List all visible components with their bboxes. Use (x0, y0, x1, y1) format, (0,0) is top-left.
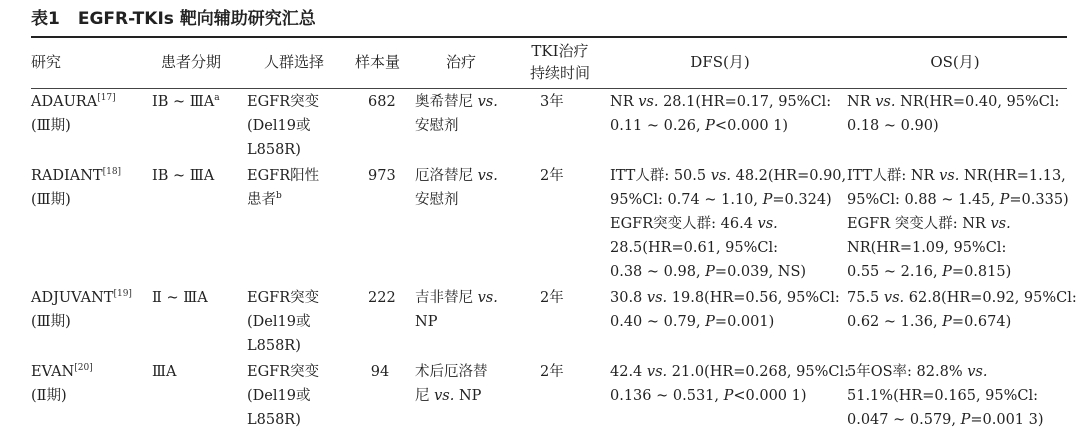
sample-size-cell: 682 (368, 94, 396, 110)
treatment-line: 奥希替尼 vs. (415, 94, 498, 110)
population-line: L858R) (247, 142, 301, 158)
os-line: 0.18 ~ 0.90) (847, 118, 939, 134)
sample-size-cell: 222 (368, 290, 396, 306)
dfs-line: 95%Cl: 0.74 ~ 1.10, P=0.324) (610, 192, 832, 208)
header-treatment: 治疗 (446, 53, 477, 71)
reference-superscript: [17] (97, 93, 116, 103)
study-phase: (Ⅲ期) (31, 314, 71, 330)
stage-text: ⅢA (152, 364, 177, 380)
treatment-line: 安慰剂 (415, 118, 459, 134)
population-line: (Del19或 (247, 388, 311, 404)
header-rule (31, 88, 1067, 89)
header-study: 研究 (31, 53, 62, 71)
treatment-cell (415, 286, 498, 334)
reference-superscript: [18] (102, 167, 122, 177)
header-tki-line2: 持续时间 (529, 64, 590, 82)
study-phase: (Ⅱ期) (31, 388, 67, 404)
study-cell (31, 164, 121, 212)
table-caption (31, 4, 316, 29)
treatment-line: 尼 vs. NP (415, 388, 482, 404)
header-dfs: DFS(月) (690, 53, 750, 71)
treatment-line: 吉非替尼 vs. (415, 290, 498, 306)
header-stage: 患者分期 (161, 53, 222, 71)
study-cell (31, 360, 93, 408)
stage-cell (152, 90, 220, 114)
os-cell (847, 360, 1044, 432)
population-cell (247, 90, 319, 162)
header-tki-line1: TKI治疗 (531, 42, 589, 60)
dfs-line: 0.40 ~ 0.79, P=0.001) (610, 314, 775, 330)
sample-size-cell: 973 (368, 168, 396, 184)
stage-text: ⅠB ~ ⅢA (152, 168, 215, 184)
dfs-line: NR vs. 28.1(HR=0.17, 95%Cl: (610, 94, 832, 110)
stage-cell (152, 164, 214, 188)
top-rule (31, 36, 1067, 38)
os-line: 95%Cl: 0.88 ~ 1.45, P=0.335) (847, 192, 1069, 208)
population-footnote: b (276, 191, 282, 201)
dfs-cell (610, 286, 840, 334)
reference-superscript: [19] (113, 289, 132, 299)
study-cell (31, 286, 132, 334)
treatment-line: 术后厄洛替 (415, 364, 488, 380)
dfs-line: 0.38 ~ 0.98, P=0.039, NS) (610, 264, 807, 280)
sample-size-cell: 94 (370, 364, 390, 380)
population-line: EGFR阳性 (247, 168, 320, 184)
os-line: 0.62 ~ 1.36, P=0.674) (847, 314, 1012, 330)
population-line: EGFR突变 (247, 364, 320, 380)
dfs-cell (610, 360, 849, 408)
os-cell (847, 164, 1069, 284)
os-line: 75.5 vs. 62.8(HR=0.92, 95%Cl: (847, 290, 1077, 306)
population-cell (247, 360, 319, 432)
os-line: NR(HR=1.09, 95%Cl: (847, 240, 1007, 256)
tki-duration-cell: 2年 (540, 290, 564, 306)
header-population: 人群选择 (264, 53, 325, 71)
stage-text: Ⅱ ~ ⅢA (152, 290, 208, 306)
tki-duration-cell: 2年 (540, 364, 564, 380)
dfs-line: 30.8 vs. 19.8(HR=0.56, 95%Cl: (610, 290, 840, 306)
treatment-cell (415, 360, 488, 408)
study-phase: (Ⅲ期) (31, 118, 71, 134)
study-phase: (Ⅲ期) (31, 192, 71, 208)
stage-text: ⅠB ~ ⅢA (152, 94, 215, 110)
stage-footnote: a (214, 93, 220, 103)
header-sample: 样本量 (355, 53, 401, 71)
header-tki (520, 40, 600, 84)
os-line: NR vs. NR(HR=0.40, 95%Cl: (847, 94, 1060, 110)
dfs-cell (610, 164, 846, 284)
os-line: 5年OS率: 82.8% vs. (847, 364, 988, 380)
os-line: 0.047 ~ 0.579, P=0.001 3) (847, 412, 1044, 428)
study-name: ADAURA (31, 94, 98, 110)
treatment-line: 厄洛替尼 vs. (415, 168, 498, 184)
treatment-cell (415, 164, 498, 212)
os-line: 0.55 ~ 2.16, P=0.815) (847, 264, 1012, 280)
caption-number: 表1 (31, 9, 60, 29)
dfs-cell (610, 90, 831, 138)
treatment-line: NP (415, 314, 438, 330)
os-cell (847, 90, 1059, 138)
os-line: EGFR 突变人群: NR vs. (847, 216, 1011, 232)
study-name: RADIANT (31, 168, 103, 184)
population-line: EGFR突变 (247, 290, 320, 306)
dfs-line: 28.5(HR=0.61, 95%Cl: (610, 240, 779, 256)
population-line: EGFR突变 (247, 94, 320, 110)
stage-cell (152, 360, 176, 384)
study-name: ADJUVANT (31, 290, 114, 306)
os-line: 51.1%(HR=0.165, 95%Cl: (847, 388, 1039, 404)
population-line: 患者$^b$ (247, 191, 282, 208)
dfs-line: 42.4 vs. 21.0(HR=0.268, 95%Cl: (610, 364, 849, 380)
treatment-line: 安慰剂 (415, 192, 459, 208)
study-name: EVAN (31, 364, 75, 380)
dfs-line: EGFR突变人群: 46.4 vs. (610, 216, 778, 232)
population-line: (Del19或 (247, 314, 311, 330)
dfs-line: 0.136 ~ 0.531, P<0.000 1) (610, 388, 807, 404)
header-os: OS(月) (930, 53, 980, 71)
population-line: L858R) (247, 338, 301, 354)
treatment-cell (415, 90, 498, 138)
dfs-line: 0.11 ~ 0.26, P<0.000 1) (610, 118, 789, 134)
os-cell (847, 286, 1077, 334)
dfs-line: ITT人群: 50.5 vs. 48.2(HR=0.90, (610, 168, 847, 184)
population-line: L858R) (247, 412, 301, 428)
population-cell (247, 164, 319, 212)
reference-superscript: [20] (74, 363, 93, 373)
population-line: (Del19或 (247, 118, 311, 134)
population-cell (247, 286, 319, 358)
tki-duration-cell: 2年 (540, 168, 564, 184)
os-line: ITT人群: NR vs. NR(HR=1.13, (847, 168, 1066, 184)
stage-cell (152, 286, 208, 310)
caption-title: EGFR-TKIs 靶向辅助研究汇总 (77, 9, 316, 29)
study-cell (31, 90, 116, 138)
tki-duration-cell: 3年 (540, 94, 564, 110)
